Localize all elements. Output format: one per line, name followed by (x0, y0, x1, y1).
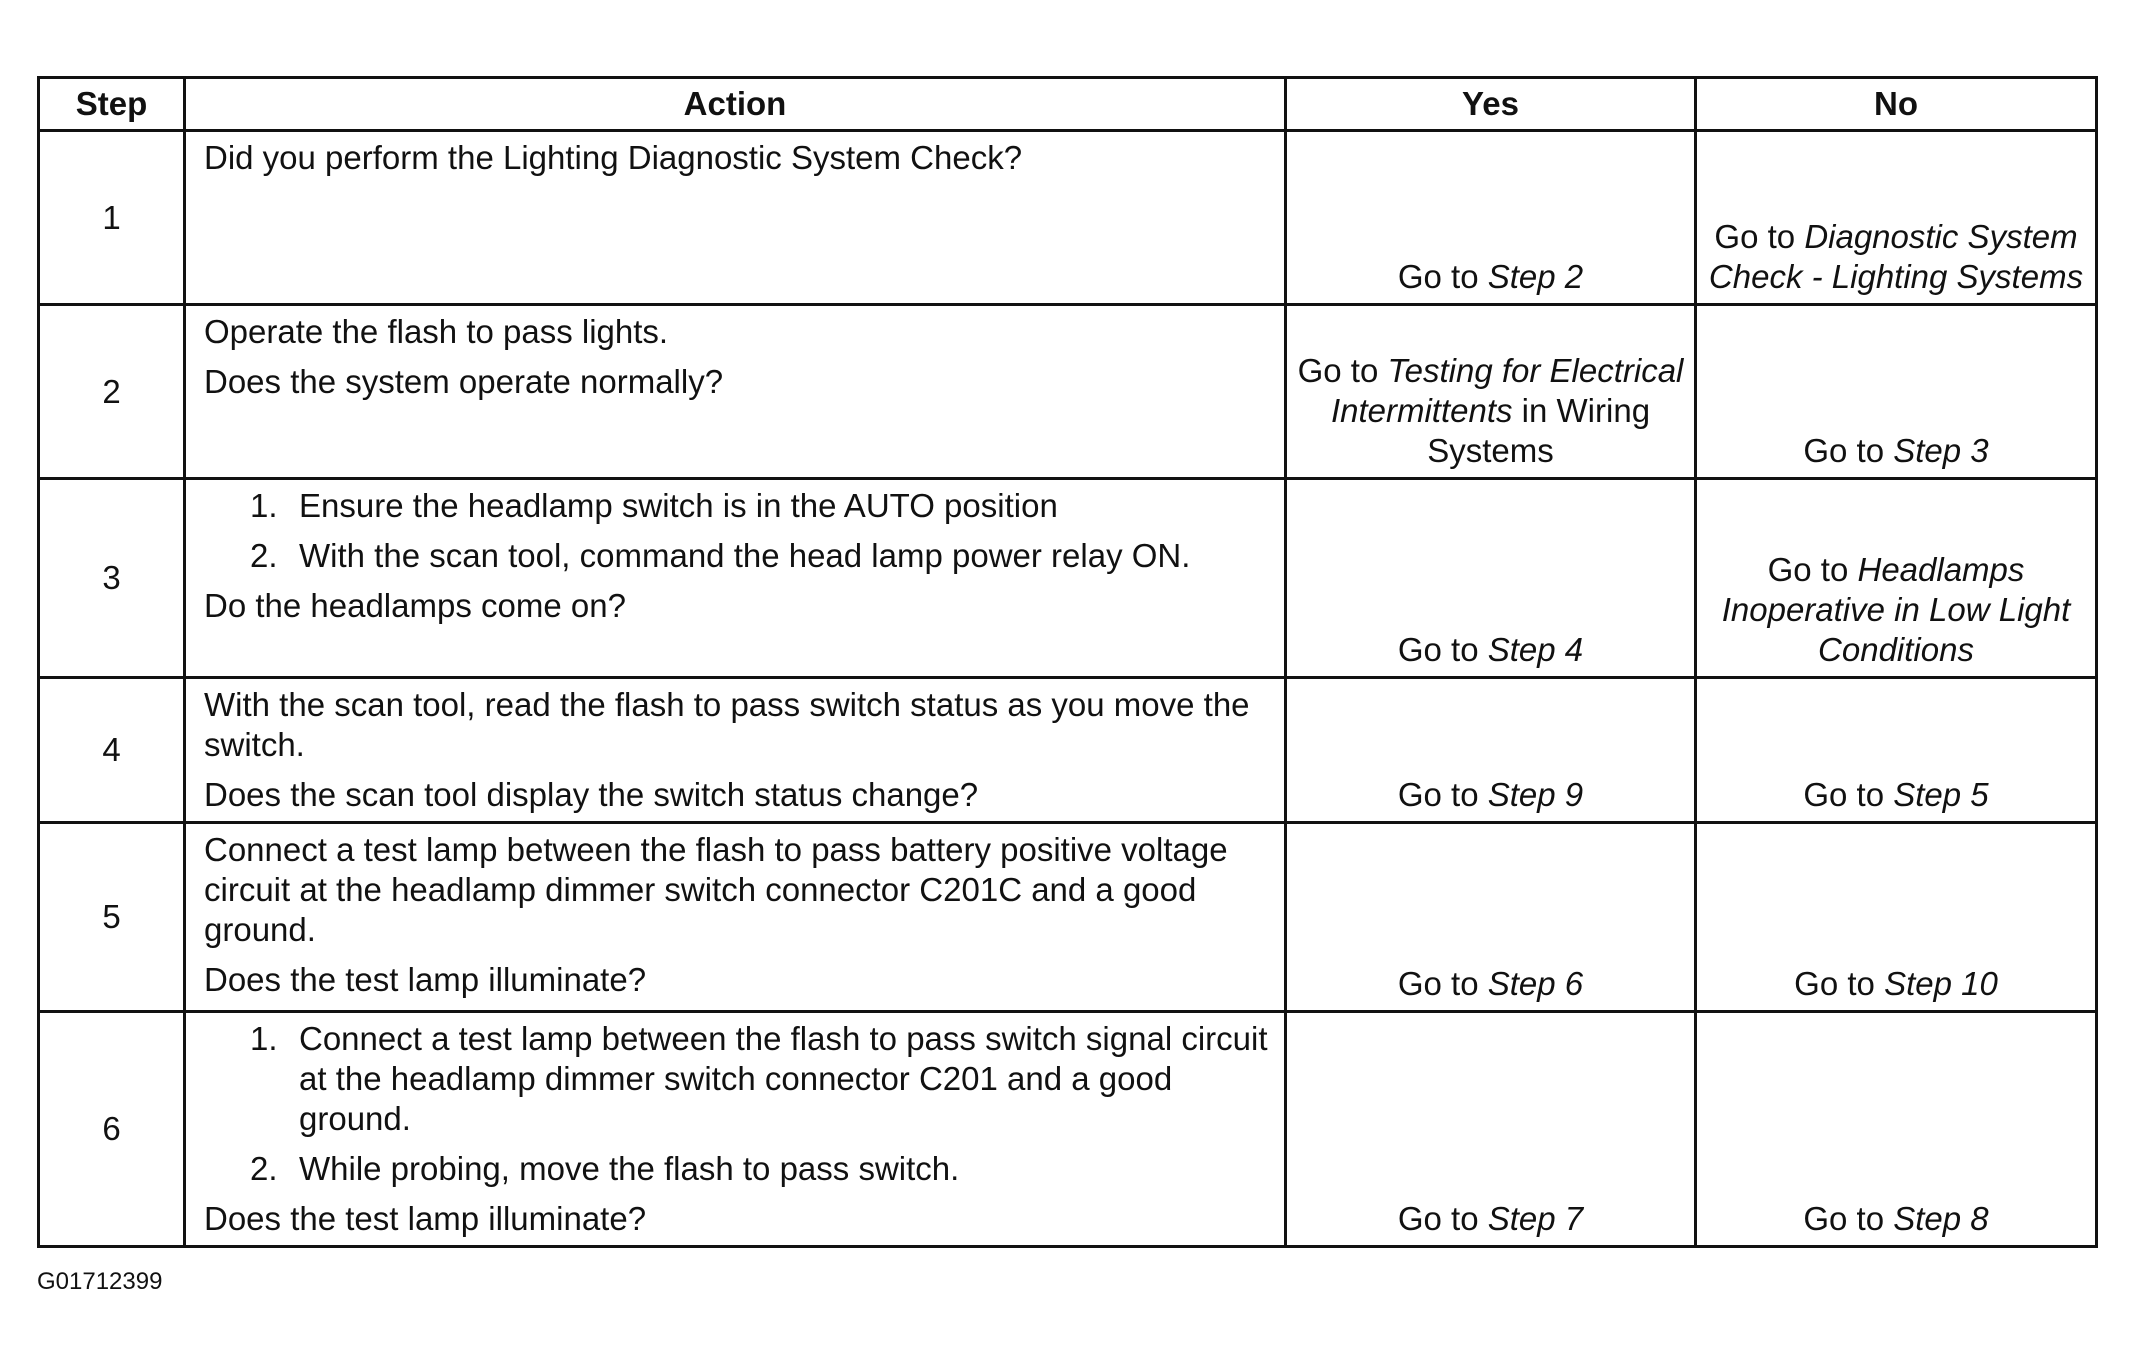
figure-id: G01712399 (37, 1268, 163, 1295)
no-result (1696, 131, 2097, 305)
action-text: Operate the flash to pass lights. (204, 313, 669, 350)
yes-result (1286, 823, 1696, 1012)
substep-number: 1. (250, 1020, 278, 1057)
action-substep (204, 1019, 1272, 1139)
action-substep (204, 536, 1272, 576)
no-prefix: Go to (1803, 1200, 1894, 1237)
action-cell (185, 305, 1286, 479)
table-row (39, 1012, 2097, 1247)
yes-reference-link[interactable]: Step 9 (1487, 776, 1584, 813)
yes-result (1286, 678, 1696, 823)
substep-text: Connect a test lamp between the flash to pass switch signal circuit at the headlamp dimmer switch connector C201 and a good ground. (299, 1020, 1268, 1137)
no-prefix: Go to (1767, 551, 1858, 588)
action-cell (185, 1012, 1286, 1247)
header-step: Step (39, 78, 185, 131)
action-text: Does the test lamp illuminate? (204, 1200, 647, 1237)
substep-number: 1. (250, 487, 278, 524)
table-row (39, 823, 2097, 1012)
no-reference-link[interactable]: Step 3 (1893, 432, 1989, 469)
yes-suffix: in Wiring Systems (1427, 392, 1651, 469)
step-number: 2 (39, 305, 185, 479)
action-substep (204, 1149, 1272, 1189)
action-cell (185, 131, 1286, 305)
diagnostic-table (37, 76, 2098, 1248)
action-text: Do the headlamps come on? (204, 587, 626, 624)
no-reference-link[interactable]: Step 10 (1884, 965, 1998, 1002)
table-row (39, 479, 2097, 678)
yes-reference-link[interactable]: Step 6 (1487, 965, 1584, 1002)
no-result (1696, 479, 2097, 678)
substep-text: With the scan tool, command the head lamp power relay ON. (299, 537, 1191, 574)
action-substep (204, 486, 1272, 526)
action-cell (185, 823, 1286, 1012)
no-prefix: Go to (1794, 965, 1885, 1002)
no-result (1696, 1012, 2097, 1247)
action-text: Does the scan tool display the switch status change? (204, 776, 979, 813)
header-row (39, 78, 2097, 131)
action-text: Does the system operate normally? (204, 363, 724, 400)
no-result (1696, 678, 2097, 823)
action-cell (185, 479, 1286, 678)
substep-number: 2. (250, 1150, 278, 1187)
header-no: No (1696, 78, 2097, 131)
substep-number: 2. (250, 537, 278, 574)
no-reference-link[interactable]: Headlamps Inoperative in Low Light Conditions (1721, 551, 2071, 668)
header-action: Action (185, 78, 1286, 131)
table-row (39, 131, 2097, 305)
yes-prefix: Go to (1397, 1200, 1488, 1237)
no-reference-link[interactable]: Diagnostic System Check - Lighting Systems (1708, 218, 2084, 295)
step-number: 3 (39, 479, 185, 678)
yes-prefix: Go to (1397, 776, 1488, 813)
action-text: Does the test lamp illuminate? (204, 961, 647, 998)
table-row (39, 678, 2097, 823)
action-cell (185, 678, 1286, 823)
yes-reference-link[interactable]: Testing for Electrical Intermittents (1330, 352, 1684, 429)
step-number: 5 (39, 823, 185, 1012)
yes-result (1286, 131, 1696, 305)
substep-text: Ensure the headlamp switch is in the AUTO position (299, 487, 1058, 524)
yes-result (1286, 1012, 1696, 1247)
action-text: With the scan tool, read the flash to pass switch status as you move the switch. (204, 686, 1250, 763)
yes-prefix: Go to (1397, 631, 1488, 668)
no-reference-link[interactable]: Step 5 (1893, 776, 1989, 813)
no-prefix: Go to (1803, 432, 1894, 469)
yes-prefix: Go to (1397, 258, 1488, 295)
no-prefix: Go to (1803, 776, 1894, 813)
no-result (1696, 823, 2097, 1012)
no-result (1696, 305, 2097, 479)
table-row (39, 305, 2097, 479)
step-number: 4 (39, 678, 185, 823)
yes-result (1286, 305, 1696, 479)
yes-result (1286, 479, 1696, 678)
step-number: 1 (39, 131, 185, 305)
no-reference-link[interactable]: Step 8 (1893, 1200, 1989, 1237)
yes-reference-link[interactable]: Step 4 (1487, 631, 1584, 668)
header-yes: Yes (1286, 78, 1696, 131)
yes-prefix: Go to (1297, 352, 1388, 389)
yes-reference-link[interactable]: Step 7 (1487, 1200, 1584, 1237)
action-text: Connect a test lamp between the flash to pass battery positive voltage circuit at the headlamp dimmer switch connector C201C and a good ground. (204, 831, 1228, 948)
substep-text: While probing, move the flash to pass switch. (299, 1150, 960, 1187)
yes-reference-link[interactable]: Step 2 (1487, 258, 1584, 295)
yes-prefix: Go to (1397, 965, 1488, 1002)
no-prefix: Go to (1714, 218, 1805, 255)
step-number: 6 (39, 1012, 185, 1247)
action-text: Did you perform the Lighting Diagnostic System Check? (204, 139, 1023, 176)
